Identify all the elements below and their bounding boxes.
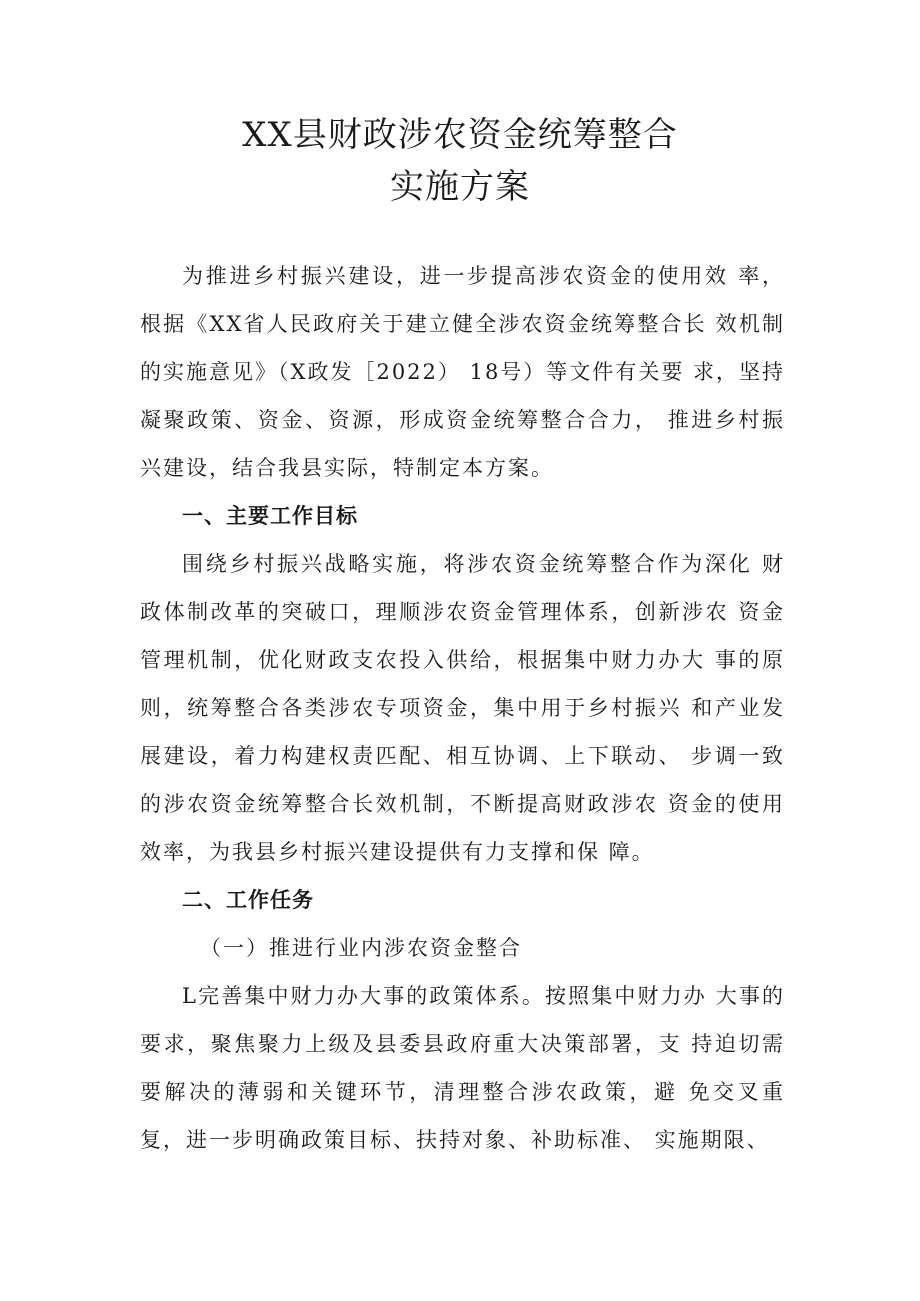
document-title-line-2: 实施方案 xyxy=(390,167,530,207)
document-title-line-1: XX县财政涉农资金统筹整合 xyxy=(242,115,678,155)
section-2-subheading-1: （一）推进行业内涉农资金整合 xyxy=(200,936,522,960)
intro-paragraph: 为推进乡村振兴建设，进一步提高涉农资金的使用效 率，根据《XX省人民政府关于建立健全涉农资金统筹整合长 效机制的实施意见》（X政发［2022） 18号）等文件有关要 求，坚持凝聚政策、资金、资源，形成资金统筹整合合力， 推进乡村振兴建设，结合我县实际，特制定本方案。 xyxy=(140,264,785,480)
section-2-item-1-paragraph: L完善集中财力办大事的政策体系。按照集中财力办 大事的要求，聚焦聚力上级及县委县政府重大决策部署，支 持迫切需要解决的薄弱和关键环节，清理整合涉农政策，避 免交叉重复，进一步明确政策目标、扶持对象、补助标准、 实施期限、 xyxy=(140,984,785,1152)
section-1-paragraph: 围绕乡村振兴战略实施，将涉农资金统筹整合作为深化 财政体制改革的突破口，理顺涉农资金管理体系，创新涉农 资金管理机制，优化财政支农投入供给，根据集中财力办大 事的原则，统筹整合各类涉农专项资金，集中用于乡村振兴 和产业发展建设，着力构建权责匹配、相互协调、上下联动、 步调一致的涉农资金统筹整合长效机制，不断提高财政涉农 资金的使用效率，为我县乡村振兴建设提供有力支撑和保 障。 xyxy=(140,552,785,864)
section-2-heading: 二、工作任务 xyxy=(182,888,314,912)
document-body xyxy=(140,252,785,1164)
section-1-heading: 一、主要工作目标 xyxy=(182,504,358,528)
